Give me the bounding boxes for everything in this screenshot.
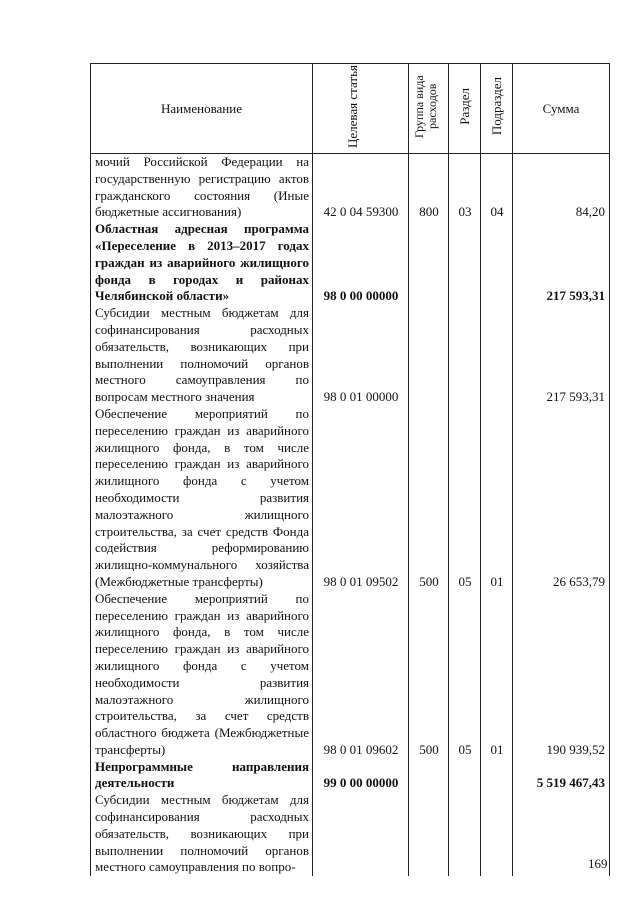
table-row <box>91 406 610 591</box>
row-group <box>409 792 449 876</box>
row-name: мочий Российской Федерации на государственную регистрацию актов гражданского состояния (Иные бюджетные ассигнования) <box>91 154 313 222</box>
row-group <box>409 305 449 406</box>
row-group <box>409 221 449 305</box>
row-article: 98 0 01 09602 <box>313 591 409 759</box>
row-sum: 217 593,31 <box>513 305 610 406</box>
header-sum: Сумма <box>513 64 610 154</box>
row-group: 800 <box>409 154 449 222</box>
row-sum: 190 939,52 <box>513 591 610 759</box>
row-article: 99 0 00 00000 <box>313 759 409 793</box>
table-row <box>91 305 610 406</box>
row-subsection <box>481 305 513 406</box>
table-header-row <box>91 64 610 154</box>
row-group: 500 <box>409 591 449 759</box>
row-subsection <box>481 221 513 305</box>
row-subsection <box>481 759 513 793</box>
row-group <box>409 759 449 793</box>
header-subsection-label: Подраздел <box>489 77 504 136</box>
row-subsection: 04 <box>481 154 513 222</box>
row-article: 98 0 00 00000 <box>313 221 409 305</box>
page-number: 169 <box>588 856 608 871</box>
row-article: 98 0 01 00000 <box>313 305 409 406</box>
table-row <box>91 154 610 222</box>
row-section: 05 <box>449 406 481 591</box>
row-name: Обеспечение мероприятий по переселению граждан из аварийного жилищного фонда, в том числе переселению граждан из аварийного жилищного фонда с учетом необходимости развития малоэтажного жилищного строительства, за счет средств Фонда содействия реформированию жилищно-коммунального хозяйства (Межбюджетные трансферты) <box>91 406 313 591</box>
table-row <box>91 591 610 759</box>
row-section: 05 <box>449 591 481 759</box>
row-article: 42 0 04 59300 <box>313 154 409 222</box>
row-section <box>449 792 481 876</box>
header-section <box>449 64 481 154</box>
row-sum: 217 593,31 <box>513 221 610 305</box>
row-subsection <box>481 792 513 876</box>
row-name: Субсидии местным бюджетам для софинансирования расходных обязательств, возникающих при выполнении полномочий органов местного самоуправления по вопросам местного значения <box>91 305 313 406</box>
row-section <box>449 221 481 305</box>
table-row <box>91 759 610 793</box>
row-section: 03 <box>449 154 481 222</box>
header-group <box>409 64 449 154</box>
header-subsection <box>481 64 513 154</box>
row-article: 98 0 01 09502 <box>313 406 409 591</box>
row-subsection: 01 <box>481 406 513 591</box>
header-name: Наименование <box>91 64 313 154</box>
row-group: 500 <box>409 406 449 591</box>
row-name: Непрограммные направления деятельности <box>91 759 313 793</box>
row-name: Областная адресная программа «Переселение в 2013–2017 годах граждан из аварийного жилищного фонда в городах и районах Челябинской области» <box>91 221 313 305</box>
row-subsection: 01 <box>481 591 513 759</box>
table-row <box>91 792 610 876</box>
row-sum: 84,20 <box>513 154 610 222</box>
header-group-label: Группа вида расходов <box>411 75 439 138</box>
row-section <box>449 759 481 793</box>
header-section-label: Раздел <box>457 88 472 125</box>
row-sum: 5 519 467,43 <box>513 759 610 793</box>
table-row <box>91 221 610 305</box>
header-article <box>313 64 409 154</box>
budget-table <box>90 63 610 876</box>
row-name: Субсидии местным бюджетам для софинансирования расходных обязательств, возникающих при выполнении полномочий органов местного самоуправления по вопро- <box>91 792 313 876</box>
row-article <box>313 792 409 876</box>
header-article-label: Целевая статья <box>344 64 360 148</box>
row-sum: 26 653,79 <box>513 406 610 591</box>
row-name: Обеспечение мероприятий по переселению граждан из аварийного жилищного фонда, в том числе переселению граждан из аварийного жилищного фонда с учетом необходимости развития малоэтажного жилищного строительства, за счет средств областного бюджета (Межбюджетные трансферты) <box>91 591 313 759</box>
row-section <box>449 305 481 406</box>
